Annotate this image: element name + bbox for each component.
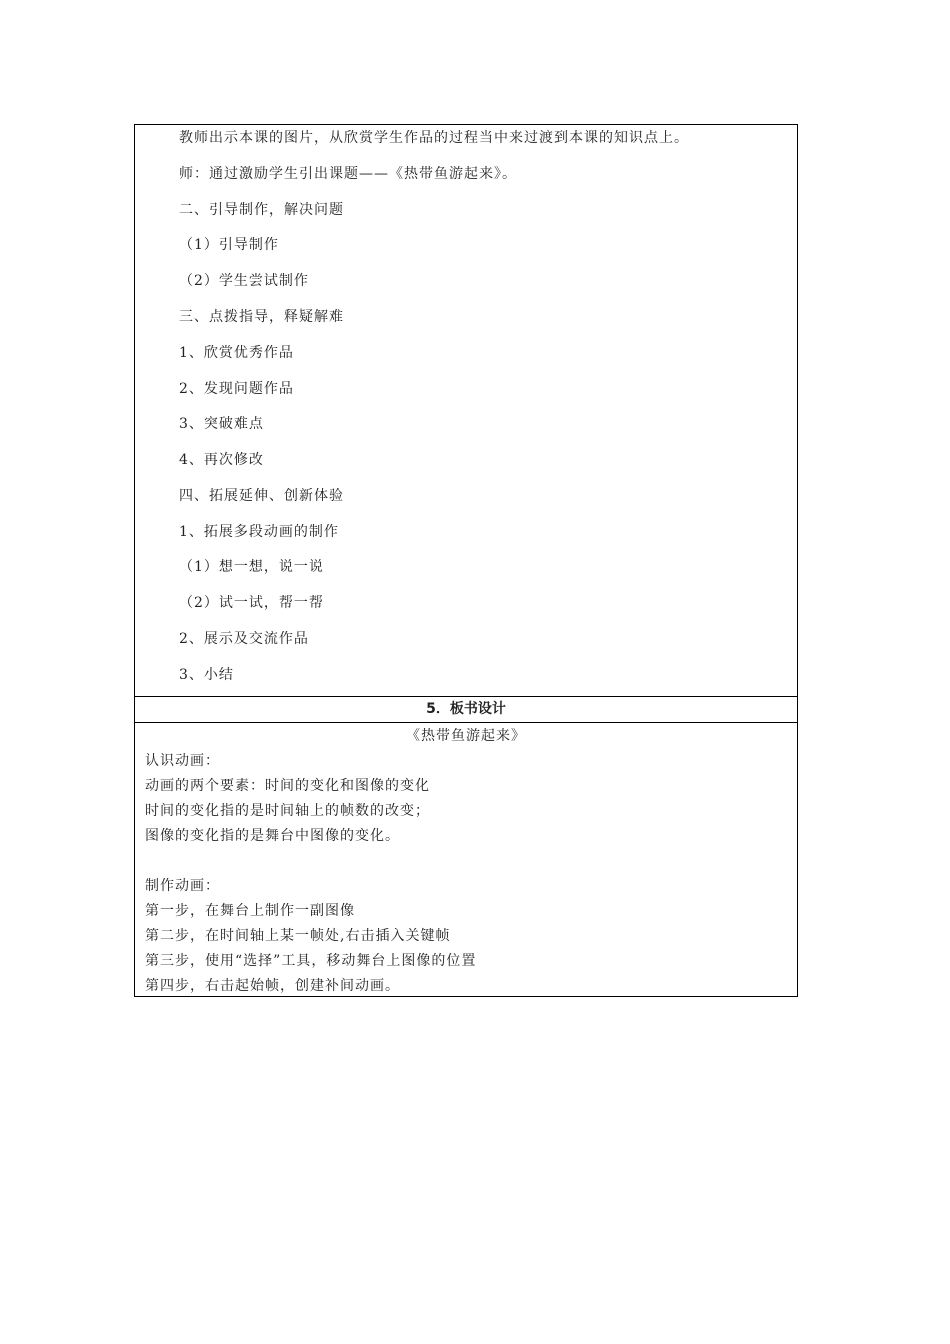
lesson-plan-table bbox=[134, 124, 798, 997]
process-line: 2、发现问题作品 bbox=[179, 381, 294, 397]
board-line: 第三步，使用“选择”工具，移动舞台上图像的位置 bbox=[145, 953, 477, 969]
process-line: 1、欣赏优秀作品 bbox=[179, 345, 294, 361]
process-line: 2、展示及交流作品 bbox=[179, 631, 309, 647]
process-line: （1）引导制作 bbox=[179, 237, 279, 253]
board-line: 第二步，在时间轴上某一帧处,右击插入关键帧 bbox=[145, 928, 451, 944]
teaching-process-section bbox=[135, 125, 797, 697]
process-line: （2）学生尝试制作 bbox=[179, 273, 309, 289]
process-line: 二、引导制作，解决问题 bbox=[179, 202, 344, 218]
board-line: 图像的变化指的是舞台中图像的变化。 bbox=[145, 828, 400, 844]
process-line: （2）试一试，帮一帮 bbox=[179, 595, 324, 611]
board-line: 第一步，在舞台上制作一副图像 bbox=[145, 903, 355, 919]
process-line: 三、点拨指导，释疑解难 bbox=[179, 309, 344, 325]
board-line: 制作动画： bbox=[145, 878, 220, 894]
board-design-section bbox=[135, 723, 797, 996]
board-design-heading: 5．板书设计 bbox=[135, 697, 797, 723]
board-line: 第四步，右击起始帧，创建补间动画。 bbox=[145, 978, 400, 994]
process-line: 4、再次修改 bbox=[179, 452, 264, 468]
board-line: 时间的变化指的是时间轴上的帧数的改变； bbox=[145, 803, 430, 819]
process-line: 1、拓展多段动画的制作 bbox=[179, 524, 339, 540]
process-line: 师：通过激励学生引出课题——《热带鱼游起来》。 bbox=[179, 166, 517, 182]
process-line: 3、突破难点 bbox=[179, 416, 264, 432]
board-line: 动画的两个要素：时间的变化和图像的变化 bbox=[145, 778, 430, 794]
process-line: 3、小结 bbox=[179, 667, 234, 683]
board-title: 《热带鱼游起来》 bbox=[406, 728, 526, 744]
process-line: 教师出示本课的图片，从欣赏学生作品的过程当中来过渡到本课的知识点上。 bbox=[179, 130, 689, 146]
board-line: 认识动画： bbox=[145, 753, 220, 769]
process-line: （1）想一想，说一说 bbox=[179, 559, 324, 575]
process-line: 四、拓展延伸、创新体验 bbox=[179, 488, 344, 504]
